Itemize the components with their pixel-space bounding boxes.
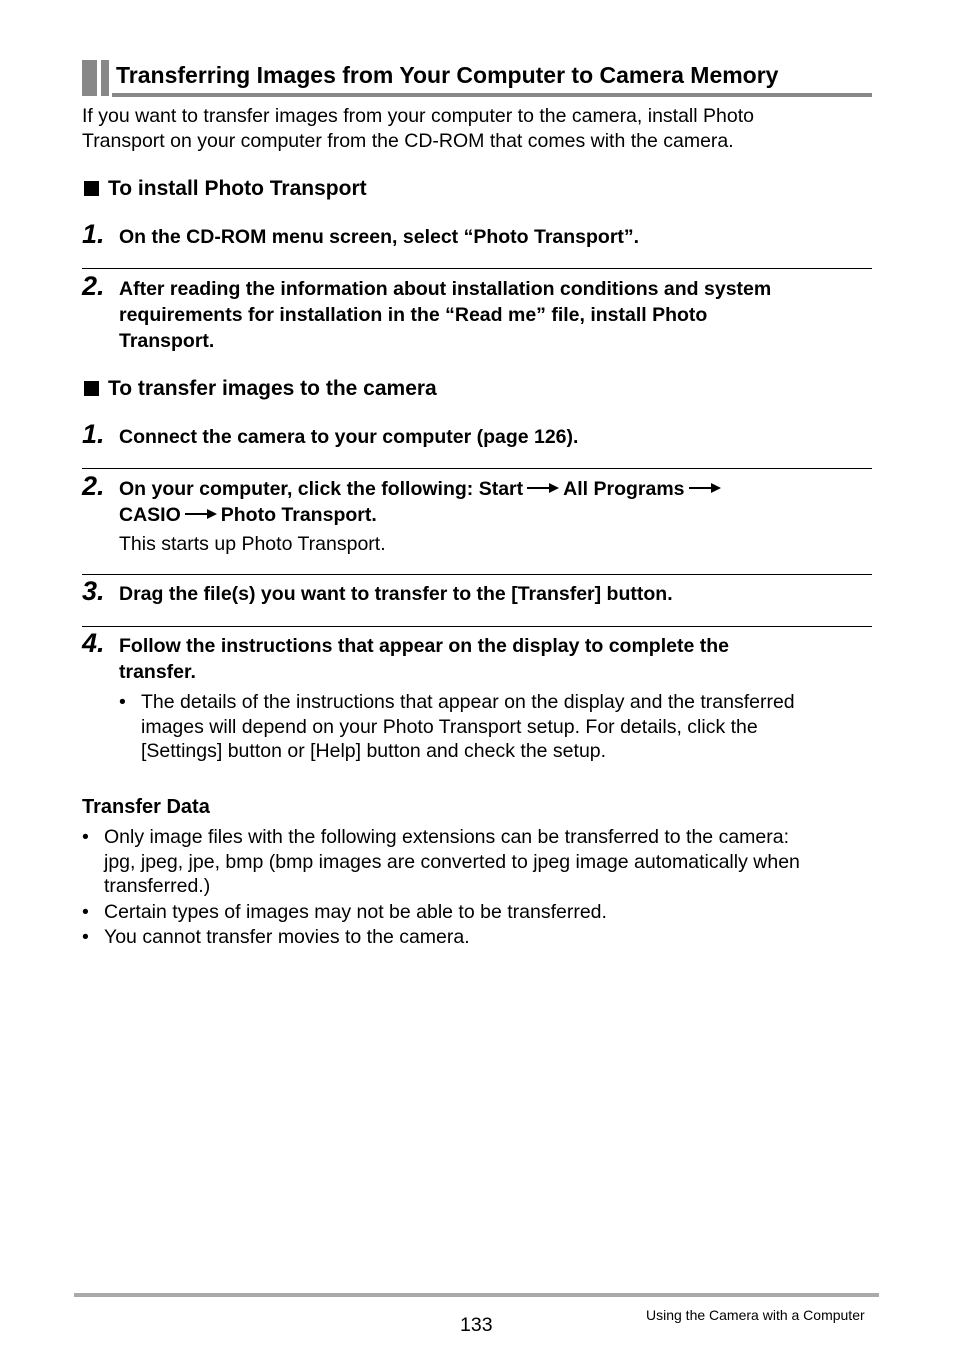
- page-number: 133: [460, 1314, 493, 1336]
- step-note: This starts up Photo Transport.: [119, 533, 386, 555]
- step-divider: [82, 468, 872, 469]
- intro-paragraph: If you want to transfer images from your computer to the camera, install Photo Transport on your computer from the CD-ROM that comes with the camera.: [82, 105, 754, 152]
- step-number: 4.: [82, 628, 105, 658]
- footer-rule: [74, 1293, 879, 1297]
- transfer-heading: To transfer images to the camera: [84, 377, 437, 401]
- section-title: Transferring Images from Your Computer to Camera Memory: [116, 62, 779, 88]
- step-text: After reading the information about installation conditions and system requirements for installation in the “Read me” file, install Photo Transport.: [119, 278, 772, 352]
- transfer-data-title: Transfer Data: [82, 796, 210, 818]
- step-number: 1.: [82, 219, 105, 249]
- step-number: 2.: [82, 471, 105, 501]
- step-text: On your computer, click the following: Start All Programs CASIO Photo Transport.: [119, 476, 872, 528]
- bullet-dot: •: [82, 901, 89, 923]
- step-divider: [82, 268, 872, 269]
- step-number: 2.: [82, 271, 105, 301]
- header-rule: [112, 93, 872, 97]
- arrow-right-icon: [185, 508, 217, 520]
- square-bullet-icon: [84, 381, 99, 396]
- step-divider: [82, 626, 872, 627]
- step-number: 1.: [82, 419, 105, 449]
- step-text: Follow the instructions that appear on the display to complete the transfer.: [119, 635, 729, 683]
- step-number: 3.: [82, 576, 105, 606]
- step-divider: [82, 574, 872, 575]
- bullet-dot: •: [82, 926, 89, 948]
- step-text: On the CD-ROM menu screen, select “Photo Transport”.: [119, 226, 640, 248]
- bullet-dot: •: [119, 691, 126, 713]
- step-text: Drag the file(s) you want to transfer to the [Transfer] button.: [119, 583, 673, 605]
- square-bullet-icon: [84, 181, 99, 196]
- section-header: [82, 58, 872, 98]
- install-heading: To install Photo Transport: [84, 177, 367, 201]
- step-text: Connect the camera to your computer (page 126).: [119, 426, 579, 448]
- arrow-right-icon: [527, 482, 559, 494]
- footer-section-label: Using the Camera with a Computer: [646, 1307, 865, 1323]
- arrow-right-icon: [689, 482, 721, 494]
- bullet-dot: •: [82, 826, 89, 848]
